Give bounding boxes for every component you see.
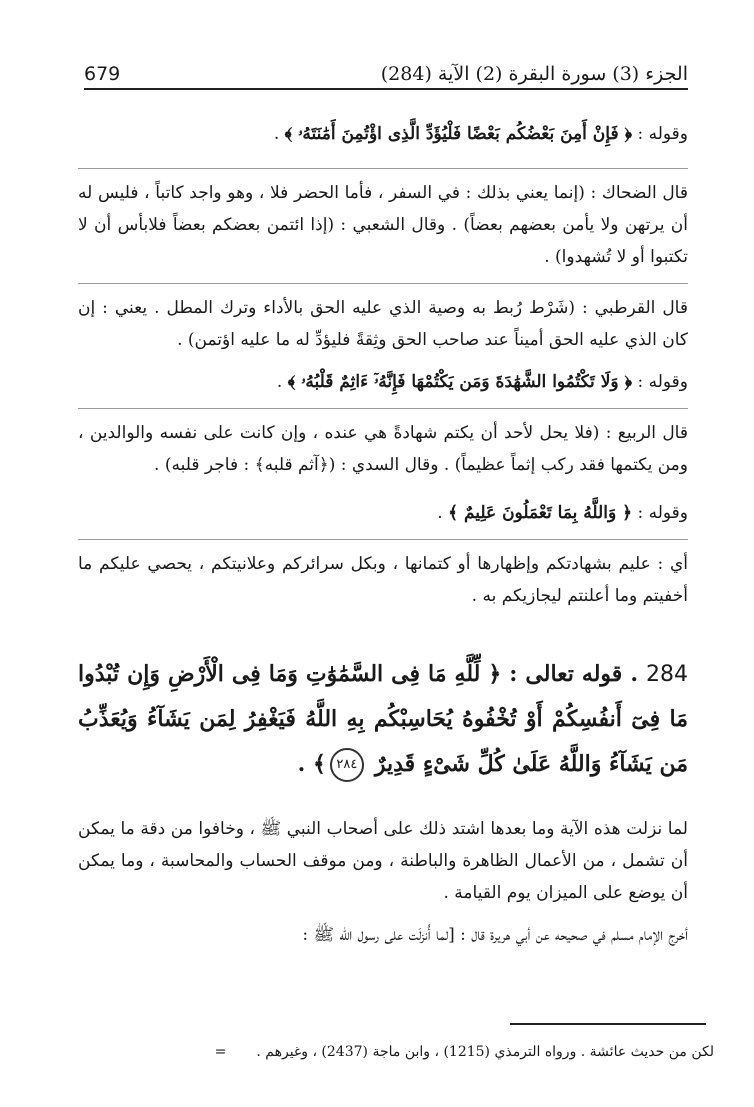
- page-number: 679: [84, 63, 121, 85]
- quran-verse-284: ﴿ لِّلَّهِ مَا فِى السَّمَٰوَٰتِ وَمَا فِى الْأَرْضِ وَإِن تُبْدُوا مَا فِىٓ أَنفُسِكُمْ أَوْ تُخْفُوهُ يُحَاسِبْكُم بِهِ اللَّهُ فَيَغْفِرُ لِمَن يَشَآءُ وَيُعَذِّبُ مَن يَشَآءُ وَاللَّهُ عَلَىٰ كُلِّ شَىْءٍ قَدِيرٌ: [78, 661, 688, 777]
- quran-verse: ﴿ وَاللَّهُ بِمَا تَعْمَلُونَ عَلِيمٌ ﴾: [448, 503, 633, 523]
- divider: [78, 168, 688, 169]
- quran-verse: ﴿ وَلَا تَكْتُمُوا الشَّهَٰدَةَ وَمَن يَكْتُمْهَا فَإِنَّهُۥٓ ءَاثِمٌ قَلْبُهُۥ ﴾: [287, 372, 633, 392]
- divider: [78, 283, 688, 284]
- running-head: الجزء (3) سورة البقرة (2) الآية (284): [380, 63, 688, 85]
- paragraph-verse-quote-3: [78, 497, 688, 529]
- paragraph-dahhak-shabi: قال الضحاك : (إنما يعني بذلك : في السفر ، فأما الحضر فلا ، وهو واجد كاتباً ، فليس له أن يرتهن ولا يأمن بعضهم بعضاً) . وقال الشعبي : (إذا ائتمن بعضكم بعضاً فلابأس أن لا تكتبوا أو لا تُشهدوا) .: [78, 183, 688, 267]
- verse-heading-label: . قوله تعالى :: [501, 661, 647, 687]
- paragraph-muslim-hadith: أخرج الإمام مسلم في صحيحه عن أبي هريرة قال : [لما أُنزلَت على رسول الله ﷺ :: [302, 925, 688, 945]
- period: .: [273, 124, 285, 144]
- paragraph-explanation: أي : عليم بشهادتكم وإظهارها أو كتمانها ، وبكل سرائركم وعلانيتكم ، يحصي عليكم ما أخفيتم وما أعلنتم ليجازيكم به .: [78, 554, 688, 606]
- verse-lead: وقوله :: [632, 503, 688, 523]
- footnote-text: لكن من حديث عائشة . ورواه الترمذي (1215) ، وابن ماجة (2437) ، وغيرهم .: [256, 1044, 714, 1060]
- paragraph-verse-quote-1: [78, 118, 688, 150]
- footnote-marker: =: [214, 1044, 227, 1060]
- divider: [78, 539, 688, 540]
- paragraph-verse-quote-2: [78, 366, 688, 398]
- verse-number: 284: [646, 662, 689, 687]
- paragraph-revelation-context: لما نزلت هذه الآية وما بعدها اشتد ذلك على أصحاب النبي ﷺ ، وخافوا من دقة ما يمكن أن تشمل ، من الأعمال الظاهرة والباطنة ، ومن موقف الحساب والمحاسبة ، وما يمكن أن يوضع على الميزان يوم القيامة .: [78, 819, 688, 903]
- verse-lead: وقوله :: [632, 372, 688, 392]
- page-content: [78, 118, 688, 951]
- paragraph-rabi-suddi: قال الربيع : (فلا يحل لأحد أن يكتم شهادةً هي عنده ، وإن كانت على نفسه والوالدين ، ومن يكتمها فقد ركب إثماً عظيماً) . وقال السدي : (﴿آثم قلبه﴾ : فاجر قلبه) .: [78, 423, 688, 475]
- period: .: [276, 372, 288, 392]
- period: .: [437, 503, 449, 523]
- verse-close: ﴾ .: [297, 751, 326, 777]
- verse-end-marker: ٢٨٤: [330, 748, 364, 782]
- paragraph-qurtubi: قال القرطبي : (شَرْط رُبط به وصية الذي عليه الحق بالأداء وترك المطل . يعني : إن كان الذي عليه الحق أميناً عند صاحب الحق وثِقةً فليؤدِّ له ما عليه اؤتمن) .: [78, 298, 688, 350]
- divider: [78, 408, 688, 409]
- quran-verse: ﴿ فَإِنْ أَمِنَ بَعْضُكُم بَعْضًا فَلْيُؤَدِّ الَّذِى اؤْتُمِنَ أَمَٰنَتَهُۥ ﴾: [284, 124, 633, 144]
- footnote-divider: [510, 1023, 706, 1025]
- verse-284-heading: [78, 652, 688, 787]
- verse-lead: وقوله :: [632, 124, 688, 144]
- footnote: [190, 1040, 714, 1064]
- page-header: [84, 58, 688, 90]
